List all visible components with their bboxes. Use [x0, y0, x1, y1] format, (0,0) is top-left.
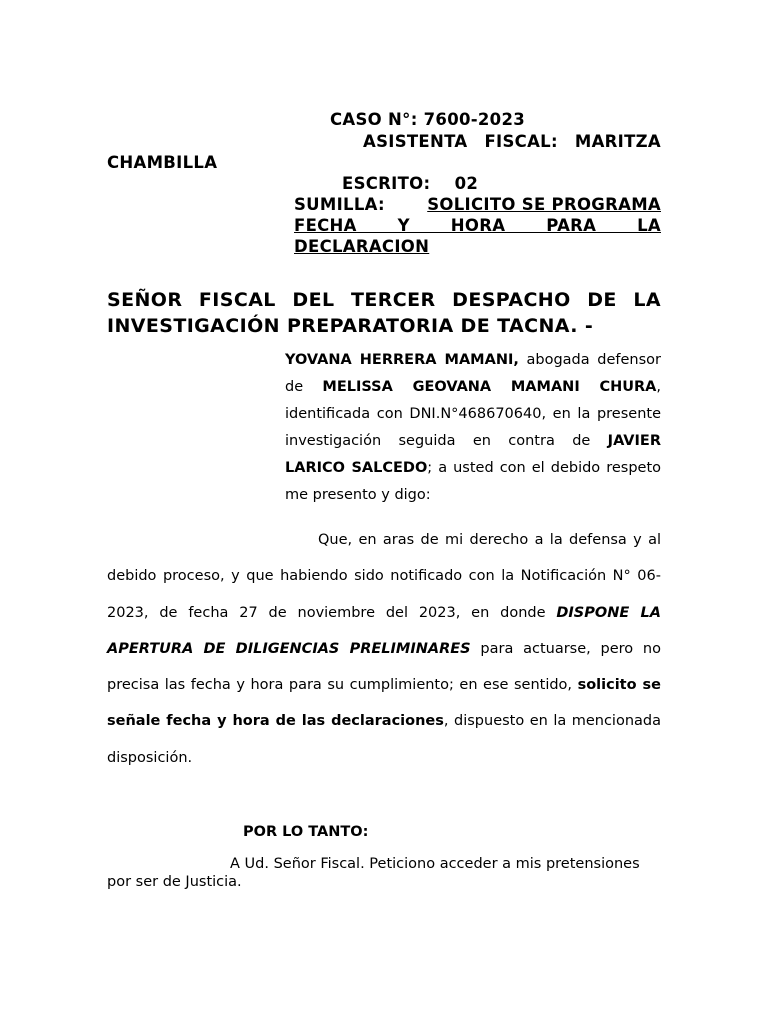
intro-paragraph: YOVANA HERRERA MAMANI, abogada defensor de MELISSA GEOVANA MAMANI CHURA, identificada con DNI.N°468670640, en la presente investigación seguida en contra de JAVIER LARICO SALCEDO; a usted con el debido respeto me presento y digo: — [285, 352, 661, 503]
accused-name: JAVIER LARICO SALCEDO — [285, 433, 661, 476]
sumilla-line3: DECLARACION — [294, 237, 430, 256]
client-name: MELISSA GEOVANA MAMANI CHURA — [322, 379, 657, 395]
addressee-line2: INVESTIGACIÓN PREPARATORIA DE TACNA. - — [107, 315, 594, 337]
dispone-text: DISPONE LA APERTURA DE DILIGENCIAS PRELIMINARES — [107, 604, 661, 657]
sumilla-line2: FECHA Y HORA PARA LA — [294, 216, 661, 235]
addressee-title — [107, 287, 661, 339]
case-number: CASO N°: 7600-2023 — [330, 110, 526, 129]
fiscal-assistant-line1: ASISTENTA FISCAL: MARITZA — [363, 132, 661, 151]
addressee-line1: SEÑOR FISCAL DEL TERCER DESPACHO DE LA — [107, 289, 661, 311]
body-paragraph: Que, en aras de mi derecho a la defensa y al debido proceso, y que habiendo sido notificado con la Notificación N° 06-2023, de fecha 27 de noviembre del 2023, en donde DISPONE LA APERTURA DE DILIGENCIAS PRELIMINARES para actuarse, pero no precisa las fecha y hora para su cumplimiento; en ese sentido, solicito se señale fecha y hora de las declaraciones, dispuesto en la mencionada disposición. — [107, 532, 661, 766]
petition-text: A Ud. Señor Fiscal. Peticiono acceder a mis pretensiones por ser de Justicia. — [107, 856, 640, 890]
sumilla-text-1: SOLICITO SE PROGRAMA — [427, 195, 661, 214]
escrito-number: ESCRITO: 02 — [342, 174, 479, 193]
solicito-text: solicito se señale fecha y hora de las declaraciones — [107, 677, 661, 730]
fiscal-assistant-line2: CHAMBILLA — [107, 153, 218, 172]
por-lo-tanto: POR LO TANTO: — [243, 824, 369, 840]
lawyer-name: YOVANA HERRERA MAMANI, — [285, 352, 519, 368]
sumilla-label: SUMILLA: — [294, 195, 385, 214]
sumilla-line1 — [294, 194, 661, 215]
